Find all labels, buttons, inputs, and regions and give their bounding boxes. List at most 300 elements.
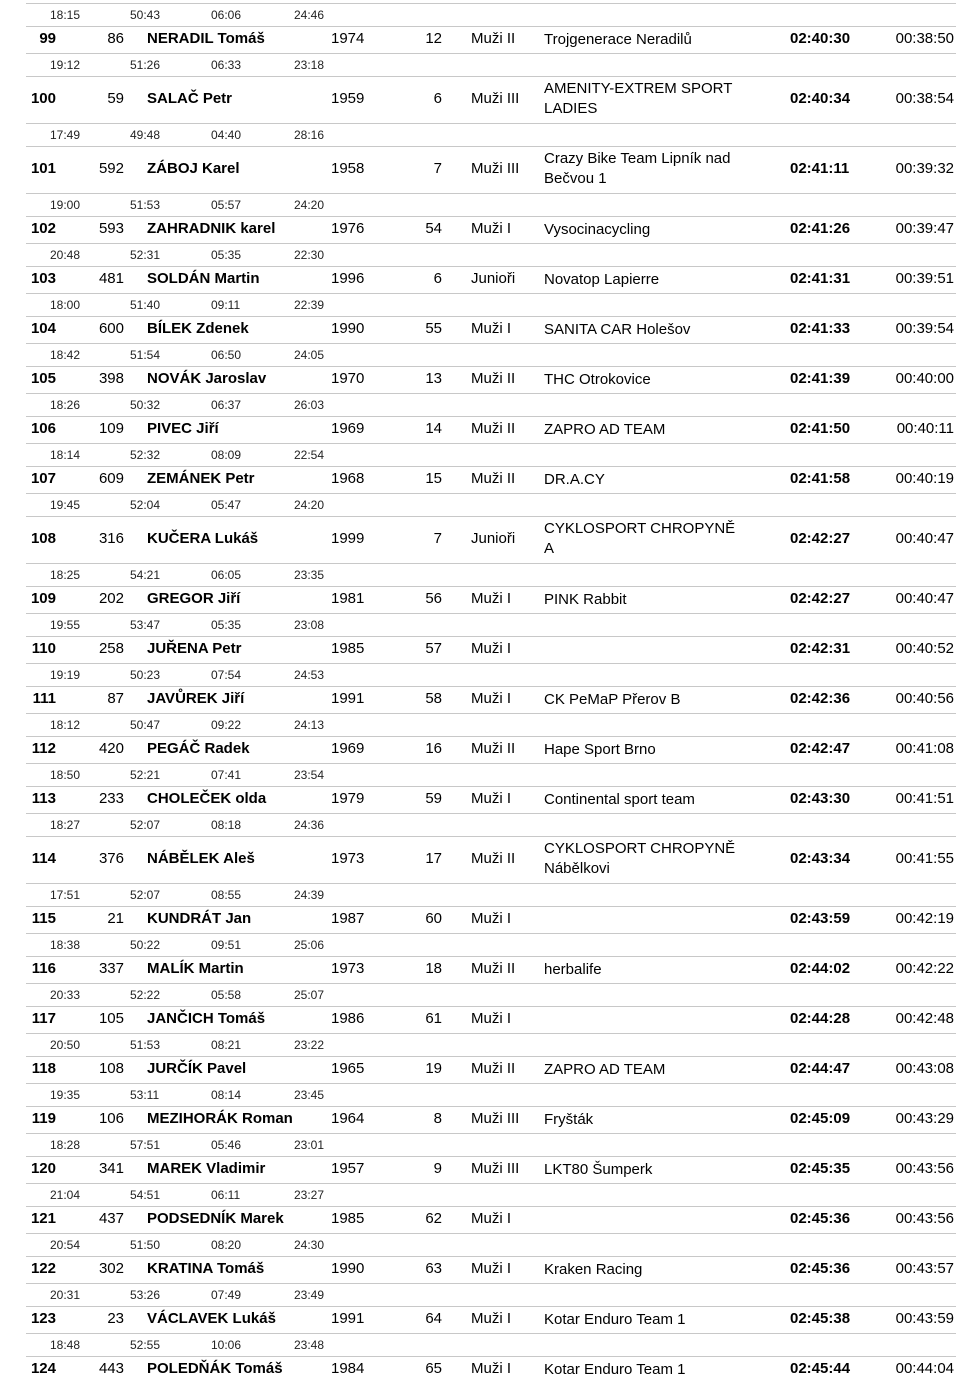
category: Muži I (471, 1010, 512, 1027)
team-name-line: Continental sport team (544, 791, 695, 808)
team-name-line: Kotar Enduro Team 1 (544, 1311, 686, 1328)
team-name-line: SANITA CAR Holešov (544, 321, 691, 338)
split-time: 23:01 (294, 1138, 325, 1152)
finish-time: 02:43:59 (790, 910, 851, 927)
result-row (0, 905, 960, 933)
bib-number: 233 (98, 790, 124, 807)
bib-number: 108 (98, 1060, 124, 1077)
split-time: 51:26 (130, 58, 161, 72)
result-row (0, 1355, 960, 1383)
position: 101 (30, 160, 56, 177)
position: 116 (31, 960, 56, 977)
split-times-row (26, 1283, 956, 1307)
team-name (544, 839, 735, 879)
split-time: 10:06 (211, 1338, 242, 1352)
position: 99 (39, 30, 56, 47)
team-name-line: Nábělkovi (544, 860, 610, 877)
category-rank: 16 (425, 740, 442, 757)
team-name-line: ZAPRO AD TEAM (544, 421, 666, 438)
result-row (0, 1305, 960, 1333)
team-name (544, 519, 735, 559)
category: Muži I (471, 1310, 512, 1327)
bib-number: 59 (107, 90, 124, 107)
position: 121 (30, 1210, 56, 1227)
split-times-row (26, 293, 956, 317)
team-name-line: LKT80 Šumperk (544, 1161, 653, 1178)
category: Junioři (471, 530, 516, 547)
position: 100 (30, 90, 56, 107)
split-time: 20:33 (50, 988, 81, 1002)
split-times-row (26, 443, 956, 467)
birth-year: 1973 (331, 960, 365, 977)
split-time: 25:07 (294, 988, 325, 1002)
bib-number: 376 (98, 850, 124, 867)
rider-name: KUNDRÁT Jan (147, 910, 252, 927)
split-time: 18:48 (50, 1338, 81, 1352)
bib-number: 109 (98, 420, 124, 437)
split-times-row (26, 883, 956, 907)
time-loss: 00:39:51 (895, 270, 954, 287)
team-name (544, 960, 602, 980)
category-rank: 13 (425, 370, 442, 387)
bib-number: 202 (98, 590, 124, 607)
birth-year: 1999 (331, 530, 365, 547)
team-name-line: Fryšták (544, 1111, 594, 1128)
result-row (0, 785, 960, 813)
rider-name: MAREK Vladimir (147, 1160, 266, 1177)
finish-time: 02:44:02 (790, 960, 851, 977)
time-loss: 00:44:04 (895, 1360, 954, 1377)
category: Muži II (471, 960, 516, 977)
finish-time: 02:45:36 (790, 1260, 851, 1277)
split-time: 06:05 (211, 568, 242, 582)
rider-name: ZÁBOJ Karel (147, 160, 240, 177)
finish-time: 02:45:44 (790, 1360, 851, 1377)
category: Muži I (471, 1360, 512, 1377)
time-loss: 00:39:54 (895, 320, 954, 337)
team-name (544, 30, 692, 50)
split-time: 18:27 (50, 818, 81, 832)
split-time: 50:32 (130, 398, 161, 412)
split-time: 18:50 (50, 768, 81, 782)
time-loss: 00:40:47 (895, 530, 954, 547)
category: Muži I (471, 910, 512, 927)
split-time: 28:16 (294, 128, 325, 142)
split-time: 18:26 (50, 398, 81, 412)
finish-time: 02:44:47 (790, 1060, 851, 1077)
category-rank: 17 (425, 850, 442, 867)
split-time: 08:20 (211, 1238, 242, 1252)
split-time: 24:30 (294, 1238, 325, 1252)
split-time: 18:42 (50, 348, 81, 362)
team-name-line: A (544, 540, 555, 557)
split-time: 52:32 (130, 448, 161, 462)
position: 110 (31, 640, 56, 657)
split-time: 52:55 (130, 1338, 161, 1352)
team-name (544, 790, 695, 810)
finish-time: 02:40:34 (790, 90, 851, 107)
split-time: 23:18 (294, 58, 325, 72)
split-times-row (26, 613, 956, 637)
split-time: 19:00 (50, 198, 81, 212)
split-time: 52:21 (130, 768, 161, 782)
split-time: 53:26 (130, 1288, 161, 1302)
team-name (544, 1360, 685, 1380)
result-row (0, 265, 960, 293)
rider-name: JUŘENA Petr (147, 640, 242, 657)
position: 122 (30, 1260, 56, 1277)
split-time: 05:35 (211, 618, 242, 632)
time-loss: 00:43:57 (895, 1260, 954, 1277)
category-rank: 54 (425, 220, 442, 237)
split-time: 24:20 (294, 498, 325, 512)
category: Muži II (471, 420, 516, 437)
position: 120 (30, 1160, 56, 1177)
split-time: 57:51 (130, 1138, 161, 1152)
team-name (544, 470, 605, 490)
split-times-row (26, 1233, 956, 1257)
time-loss: 00:42:48 (895, 1010, 954, 1027)
split-time: 05:47 (211, 498, 242, 512)
split-time: 07:41 (211, 768, 242, 782)
split-times-row (26, 393, 956, 417)
split-time: 21:04 (50, 1188, 81, 1202)
team-name-line: THC Otrokovice (544, 371, 651, 388)
split-time: 08:55 (211, 888, 242, 902)
split-time: 25:06 (294, 938, 325, 952)
result-row (0, 635, 960, 663)
position: 103 (30, 270, 56, 287)
result-row (0, 415, 960, 443)
result-row (0, 145, 960, 193)
finish-time: 02:41:39 (790, 370, 851, 387)
bib-number: 23 (107, 1310, 124, 1327)
split-time: 08:18 (211, 818, 242, 832)
position: 105 (30, 370, 56, 387)
result-row (0, 835, 960, 883)
split-times-row (26, 3, 956, 27)
result-row (0, 585, 960, 613)
team-name-line: DR.A.CY (544, 471, 605, 488)
position: 104 (30, 320, 56, 337)
team-name (544, 1110, 593, 1130)
category-rank: 55 (425, 320, 442, 337)
category: Muži I (471, 220, 512, 237)
split-time: 18:14 (50, 448, 81, 462)
split-time: 20:50 (50, 1038, 81, 1052)
split-time: 19:55 (50, 618, 81, 632)
split-time: 50:43 (130, 8, 161, 22)
category: Muži II (471, 740, 516, 757)
split-times-row (26, 983, 956, 1007)
position: 109 (30, 590, 56, 607)
time-loss: 00:40:11 (896, 420, 954, 437)
rider-name: POLEDŇÁK Tomáš (147, 1360, 283, 1377)
finish-time: 02:42:31 (790, 640, 851, 657)
bib-number: 443 (98, 1360, 124, 1377)
time-loss: 00:40:56 (895, 690, 954, 707)
rider-name: ZAHRADNIK karel (147, 220, 276, 237)
time-loss: 00:43:08 (895, 1060, 954, 1077)
rider-name: MALÍK Martin (147, 960, 244, 977)
team-name (544, 1310, 685, 1330)
split-time: 17:51 (50, 888, 81, 902)
split-time: 08:21 (211, 1038, 242, 1052)
team-name (544, 1160, 652, 1180)
team-name-line: AMENITY-EXTREM SPORT (544, 80, 733, 97)
split-time: 23:49 (294, 1288, 325, 1302)
split-time: 52:04 (130, 498, 161, 512)
birth-year: 1969 (331, 420, 365, 437)
team-name-line: ZAPRO AD TEAM (544, 1061, 666, 1078)
finish-time: 02:41:58 (790, 470, 851, 487)
result-row (0, 315, 960, 343)
rider-name: NERADIL Tomáš (147, 30, 265, 47)
result-row (0, 1255, 960, 1283)
position: 102 (30, 220, 56, 237)
finish-time: 02:42:27 (790, 530, 851, 547)
category-rank: 12 (425, 30, 442, 47)
rider-name: NOVÁK Jaroslav (147, 370, 267, 387)
time-loss: 00:41:55 (895, 850, 954, 867)
finish-time: 02:45:09 (790, 1110, 851, 1127)
category-rank: 9 (433, 1160, 442, 1177)
split-time: 23:08 (294, 618, 325, 632)
split-time: 23:54 (294, 768, 325, 782)
split-time: 26:03 (294, 398, 325, 412)
team-name-line: CYKLOSPORT CHROPYNĚ (544, 520, 736, 537)
bib-number: 87 (107, 690, 124, 707)
team-name (544, 590, 627, 610)
split-times-row (26, 243, 956, 267)
position: 106 (30, 420, 56, 437)
finish-time: 02:41:31 (790, 270, 851, 287)
birth-year: 1964 (331, 1110, 365, 1127)
split-time: 08:14 (211, 1088, 242, 1102)
finish-time: 02:44:28 (790, 1010, 851, 1027)
category: Muži I (471, 320, 512, 337)
split-times-row (26, 933, 956, 957)
split-time: 20:31 (50, 1288, 81, 1302)
bib-number: 86 (107, 30, 124, 47)
rider-name: CHOLEČEK olda (147, 790, 267, 807)
category-rank: 8 (433, 1110, 442, 1127)
birth-year: 1991 (331, 1310, 365, 1327)
split-time: 09:22 (211, 718, 242, 732)
finish-time: 02:42:36 (790, 690, 851, 707)
team-name-line: Novatop Lapierre (544, 271, 660, 288)
bib-number: 106 (98, 1110, 124, 1127)
finish-time: 02:41:26 (790, 220, 851, 237)
birth-year: 1990 (331, 1260, 365, 1277)
time-loss: 00:38:54 (895, 90, 954, 107)
split-time: 52:31 (130, 248, 161, 262)
split-time: 18:38 (50, 938, 81, 952)
split-times-row (26, 123, 956, 147)
category: Junioři (471, 270, 516, 287)
birth-year: 1984 (331, 1360, 365, 1377)
split-time: 22:54 (294, 448, 325, 462)
category-rank: 14 (425, 420, 442, 437)
split-times-row (26, 493, 956, 517)
finish-time: 02:45:38 (790, 1310, 851, 1327)
split-time: 23:27 (294, 1188, 325, 1202)
birth-year: 1970 (331, 370, 365, 387)
team-name-line: herbalife (544, 961, 602, 978)
result-row (0, 955, 960, 983)
split-time: 51:53 (130, 198, 161, 212)
split-time: 51:53 (130, 1038, 161, 1052)
bib-number: 593 (98, 220, 124, 237)
category: Muži II (471, 850, 516, 867)
result-row (0, 75, 960, 123)
rider-name: JURČÍK Pavel (147, 1060, 247, 1077)
result-row (0, 1055, 960, 1083)
position: 108 (30, 530, 56, 547)
category: Muži III (471, 1110, 520, 1127)
time-loss: 00:41:08 (895, 740, 954, 757)
position: 113 (31, 790, 56, 807)
split-time: 24:46 (294, 8, 325, 22)
finish-time: 02:45:35 (790, 1160, 851, 1177)
finish-time: 02:40:30 (790, 30, 851, 47)
time-loss: 00:43:56 (895, 1210, 954, 1227)
split-time: 24:39 (294, 888, 325, 902)
team-name-line: LADIES (544, 100, 598, 117)
birth-year: 1996 (331, 270, 365, 287)
team-name (544, 740, 656, 760)
rider-name: PIVEC Jiří (147, 420, 219, 437)
result-row (0, 365, 960, 393)
split-times-row (26, 1133, 956, 1157)
category: Muži I (471, 590, 512, 607)
split-time: 18:15 (50, 8, 81, 22)
time-loss: 00:40:52 (895, 640, 954, 657)
category: Muži I (471, 690, 512, 707)
result-row (0, 1205, 960, 1233)
position: 118 (31, 1060, 56, 1077)
split-time: 19:19 (50, 668, 81, 682)
split-time: 06:06 (211, 8, 242, 22)
time-loss: 00:41:51 (895, 790, 954, 807)
team-name-line: CK PeMaP Přerov B (544, 691, 681, 708)
rider-name: MEZIHORÁK Roman (147, 1110, 293, 1127)
rider-name: JANČICH Tomáš (147, 1010, 266, 1027)
team-name-line: Vysocinacycling (544, 221, 651, 238)
category: Muži III (471, 160, 520, 177)
split-times-row (26, 1183, 956, 1207)
team-name (544, 149, 730, 189)
category-rank: 64 (425, 1310, 442, 1327)
split-time: 20:48 (50, 248, 81, 262)
category: Muži II (471, 470, 516, 487)
time-loss: 00:40:19 (895, 470, 954, 487)
bib-number: 437 (98, 1210, 124, 1227)
bib-number: 341 (98, 1160, 124, 1177)
category-rank: 58 (425, 690, 442, 707)
split-times-row (26, 1333, 956, 1357)
bib-number: 420 (98, 740, 124, 757)
rider-name: ZEMÁNEK Petr (147, 470, 255, 487)
category: Muži III (471, 90, 520, 107)
category-rank: 56 (425, 590, 442, 607)
time-loss: 00:38:50 (895, 30, 954, 47)
split-time: 07:54 (211, 668, 242, 682)
birth-year: 1986 (331, 1010, 365, 1027)
finish-time: 02:41:11 (790, 160, 850, 177)
finish-time: 02:42:47 (790, 740, 851, 757)
category-rank: 61 (425, 1010, 442, 1027)
birth-year: 1974 (331, 30, 365, 47)
team-name-line: PINK Rabbit (544, 591, 627, 608)
split-time: 24:53 (294, 668, 325, 682)
split-time: 23:45 (294, 1088, 325, 1102)
split-time: 20:54 (50, 1238, 81, 1252)
category-rank: 15 (425, 470, 442, 487)
split-time: 06:50 (211, 348, 242, 362)
bib-number: 316 (98, 530, 124, 547)
bib-number: 481 (98, 270, 124, 287)
time-loss: 00:42:22 (895, 960, 954, 977)
category-rank: 65 (425, 1360, 442, 1377)
split-times-row (26, 343, 956, 367)
split-times-row (26, 193, 956, 217)
category: Muži II (471, 1060, 516, 1077)
split-time: 52:07 (130, 818, 161, 832)
rider-name: KUČERA Lukáš (147, 530, 259, 547)
split-time: 09:11 (211, 298, 241, 312)
split-time: 04:40 (211, 128, 242, 142)
position: 114 (31, 850, 56, 867)
split-time: 52:22 (130, 988, 161, 1002)
split-time: 05:35 (211, 248, 242, 262)
split-time: 50:23 (130, 668, 161, 682)
result-row (0, 1105, 960, 1133)
split-time: 18:00 (50, 298, 81, 312)
category: Muži I (471, 1210, 512, 1227)
category-rank: 57 (425, 640, 442, 657)
split-time: 54:21 (130, 568, 161, 582)
category: Muži I (471, 1260, 512, 1277)
finish-time: 02:41:33 (790, 320, 851, 337)
category: Muži III (471, 1160, 520, 1177)
split-time: 22:30 (294, 248, 325, 262)
result-row (0, 735, 960, 763)
split-times-row (26, 713, 956, 737)
rider-name: NÁBĚLEK Aleš (147, 850, 255, 867)
category-rank: 19 (425, 1060, 442, 1077)
rider-name: PODSEDNÍK Marek (147, 1210, 284, 1227)
team-name-line: Trojgenerace Neradilů (544, 31, 692, 48)
split-times-row (26, 1033, 956, 1057)
split-time: 24:13 (294, 718, 325, 732)
split-times-row (26, 813, 956, 837)
split-time: 08:09 (211, 448, 242, 462)
category-rank: 60 (425, 910, 442, 927)
split-time: 05:58 (211, 988, 242, 1002)
split-time: 51:54 (130, 348, 161, 362)
team-name (544, 1260, 642, 1280)
team-name-line: Kraken Racing (544, 1261, 643, 1278)
birth-year: 1987 (331, 910, 365, 927)
result-row (0, 215, 960, 243)
split-time: 18:25 (50, 568, 81, 582)
team-name-line: CYKLOSPORT CHROPYNĚ (544, 840, 736, 857)
split-time: 05:46 (211, 1138, 242, 1152)
time-loss: 00:43:56 (895, 1160, 954, 1177)
birth-year: 1957 (331, 1160, 365, 1177)
birth-year: 1969 (331, 740, 365, 757)
